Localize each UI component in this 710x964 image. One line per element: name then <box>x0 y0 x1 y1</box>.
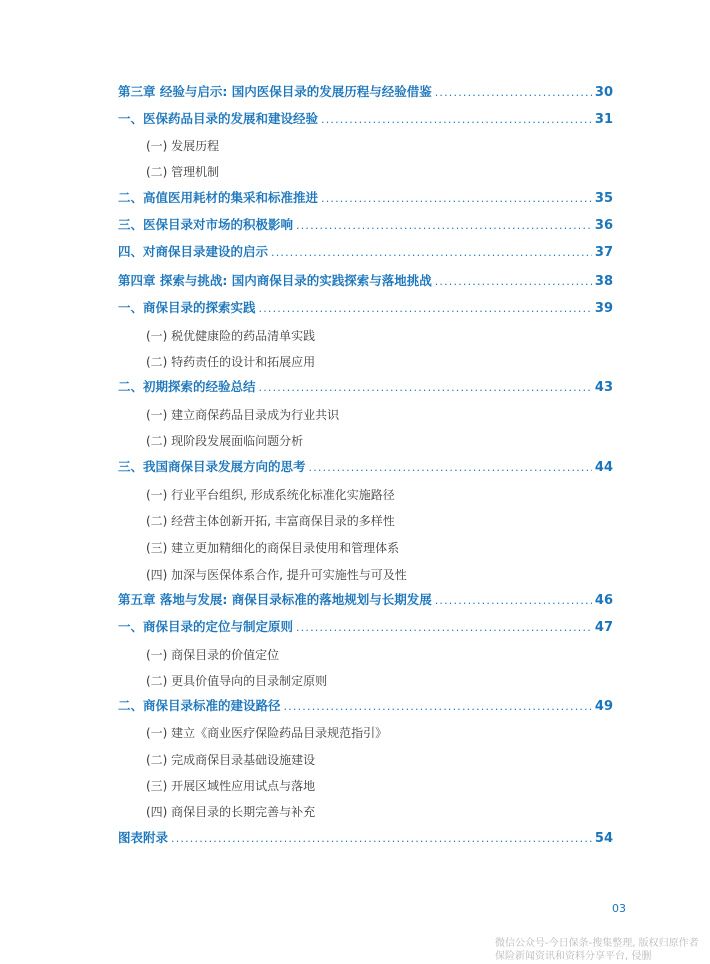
toc-title: 二、初期探索的经验总结 <box>118 379 256 394</box>
toc-page: 46 <box>594 593 613 608</box>
toc-subsection-entry[interactable]: (二) 经营主体创新开拓, 丰富商保目录的多样性 <box>146 514 395 528</box>
toc-page: 44 <box>594 460 613 475</box>
dot-leader <box>296 216 592 236</box>
toc-page: 43 <box>594 380 613 395</box>
dot-leader <box>309 458 592 478</box>
toc-title: 四、对商保目录建设的启示 <box>118 244 269 259</box>
toc-page: 38 <box>594 274 613 289</box>
dot-leader <box>171 829 592 849</box>
dot-leader <box>435 591 592 611</box>
toc-page: 37 <box>594 245 613 260</box>
toc-title: 二、高值医用耗材的集采和标准推进 <box>118 190 319 205</box>
toc-page: 36 <box>594 218 613 233</box>
toc-page: 35 <box>594 191 613 206</box>
toc-subsection-entry[interactable]: (二) 现阶段发展面临问题分析 <box>146 434 304 448</box>
toc-subsection-entry[interactable]: (三) 建立更加精细化的商保目录使用和管理体系 <box>146 541 400 555</box>
toc-chapter-entry[interactable] <box>118 590 613 610</box>
toc-section-entry[interactable] <box>118 109 613 129</box>
dot-leader <box>321 189 592 209</box>
toc-subsection-entry[interactable]: (四) 商保目录的长期完善与补充 <box>146 805 316 819</box>
toc-title: 图表附录 <box>118 830 169 845</box>
toc-subsection-entry[interactable]: (一) 建立商保药品目录成为行业共识 <box>146 408 340 422</box>
toc-subsection-entry[interactable]: (二) 更具价值导向的目录制定原则 <box>146 674 328 688</box>
toc-appendix-entry[interactable] <box>118 828 613 848</box>
toc-subsection-entry[interactable]: (二) 特药责任的设计和拓展应用 <box>146 355 316 369</box>
toc-title: 一、商保目录的定位与制定原则 <box>118 619 294 634</box>
dot-leader <box>259 299 592 319</box>
toc-subsection-entry[interactable]: (二) 完成商保目录基础设施建设 <box>146 753 316 767</box>
dot-leader <box>284 697 592 717</box>
toc-subsection-entry[interactable]: (四) 加深与医保体系合作, 提升可实施性与可及性 <box>146 568 407 582</box>
dot-leader <box>259 378 592 398</box>
toc-section-entry[interactable] <box>118 242 613 262</box>
toc-title: 三、医保目录对市场的积极影响 <box>118 217 294 232</box>
watermark-line-2: 保险新闻资讯和资料分享平台, 侵删 <box>495 951 652 962</box>
dot-leader <box>435 272 592 292</box>
toc-title: 一、医保药品目录的发展和建设经验 <box>118 111 319 126</box>
toc-subsection-entry[interactable]: (一) 行业平台组织, 形成系统化标准化实施路径 <box>146 488 395 502</box>
page-number: 03 <box>612 902 626 915</box>
toc-subsection-entry[interactable]: (一) 建立《商业医疗保险药品目录规范指引》 <box>146 726 388 740</box>
toc-section-entry[interactable] <box>118 457 613 477</box>
toc-section-entry[interactable] <box>118 617 613 637</box>
toc-subsection-entry[interactable]: (一) 发展历程 <box>146 139 220 153</box>
dot-leader <box>296 618 592 638</box>
toc-page: 39 <box>594 301 613 316</box>
toc-page: 47 <box>594 620 613 635</box>
dot-leader <box>435 83 592 103</box>
toc-subsection-entry[interactable]: (一) 商保目录的价值定位 <box>146 648 280 662</box>
dot-leader <box>271 243 592 263</box>
toc-title: 一、商保目录的探索实践 <box>118 300 256 315</box>
toc-subsection-entry[interactable]: (二) 管理机制 <box>146 165 220 179</box>
toc-section-entry[interactable] <box>118 377 613 397</box>
toc-chapter-entry[interactable] <box>118 82 613 102</box>
toc-section-entry[interactable] <box>118 696 613 716</box>
toc-page: 54 <box>594 831 613 846</box>
toc-section-entry[interactable] <box>118 298 613 318</box>
toc-page: 49 <box>594 699 613 714</box>
toc-subsection-entry[interactable]: (一) 税优健康险的药品清单实践 <box>146 329 316 343</box>
toc-page: 30 <box>594 85 613 100</box>
toc-section-entry[interactable] <box>118 188 613 208</box>
dot-leader <box>321 110 592 130</box>
watermark-line-1: 微信公众号-今日保条-搜集整理, 版权归原作者 <box>495 938 699 949</box>
toc-title: 第三章 经验与启示: 国内医保目录的发展历程与经验借鉴 <box>118 84 432 99</box>
toc-title: 第五章 落地与发展: 商保目录标准的落地规划与长期发展 <box>118 592 432 607</box>
toc-subsection-entry[interactable]: (三) 开展区域性应用试点与落地 <box>146 779 316 793</box>
toc-title: 三、我国商保目录发展方向的思考 <box>118 459 306 474</box>
toc-chapter-entry[interactable] <box>118 271 613 291</box>
toc-title: 二、商保目录标准的建设路径 <box>118 698 281 713</box>
toc-section-entry[interactable] <box>118 215 613 235</box>
toc-title: 第四章 探索与挑战: 国内商保目录的实践探索与落地挑战 <box>118 273 432 288</box>
toc-page: 31 <box>594 112 613 127</box>
